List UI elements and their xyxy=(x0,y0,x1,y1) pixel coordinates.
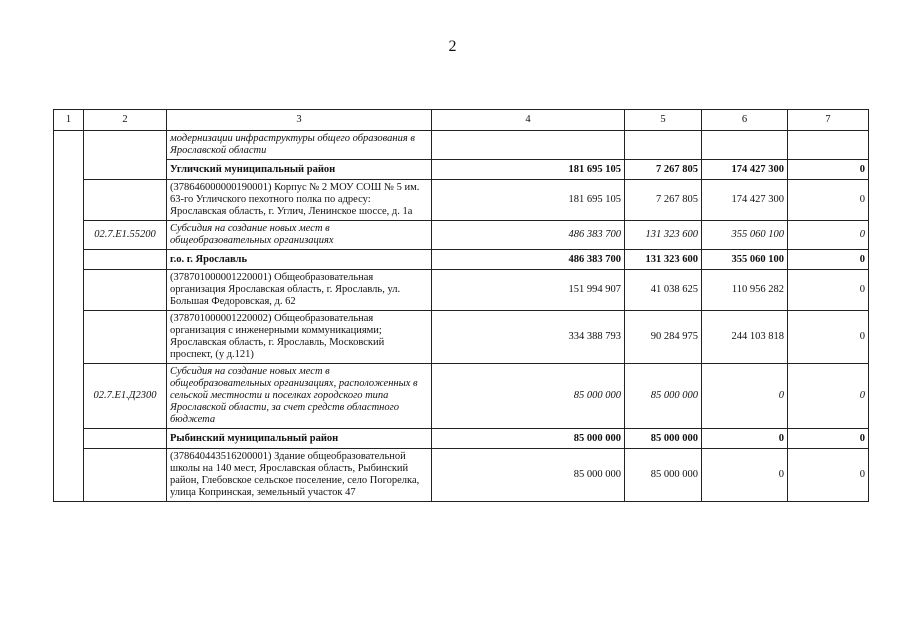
value-cell-6: 244 103 818 xyxy=(702,311,788,364)
value-cell-7: 0 xyxy=(788,250,869,270)
code-cell xyxy=(84,270,167,311)
code-cell xyxy=(84,160,167,180)
value-cell-7: 0 xyxy=(788,180,869,221)
table-row xyxy=(54,131,869,160)
name-cell: (378701000001220002) Общеобразовательная организация с инженерными коммуникациями; Ярославская область, г. Ярославль, Московский проспект, (у д.121) xyxy=(167,311,432,364)
value-cell-5: 41 038 625 xyxy=(625,270,702,311)
value-cell-4: 334 388 793 xyxy=(432,311,625,364)
value-cell-5: 131 323 600 xyxy=(625,221,702,250)
value-cell-4: 486 383 700 xyxy=(432,250,625,270)
value-cell-5: 90 284 975 xyxy=(625,311,702,364)
value-cell-7: 0 xyxy=(788,364,869,429)
value-cell-5: 131 323 600 xyxy=(625,250,702,270)
value-cell-5: 85 000 000 xyxy=(625,364,702,429)
value-cell-7: 0 xyxy=(788,311,869,364)
value-cell-5 xyxy=(625,131,702,160)
value-cell-7: 0 xyxy=(788,160,869,180)
value-cell-7: 0 xyxy=(788,221,869,250)
name-cell: г.о. г. Ярославль xyxy=(167,250,432,270)
col-header-4: 4 xyxy=(432,110,625,131)
table-row xyxy=(54,449,869,502)
value-cell-4: 85 000 000 xyxy=(432,449,625,502)
name-cell: модернизации инфраструктуры общего образования в Ярославской области xyxy=(167,131,432,160)
table-row xyxy=(54,221,869,250)
value-cell-6: 174 427 300 xyxy=(702,180,788,221)
col-header-6: 6 xyxy=(702,110,788,131)
col-header-7: 7 xyxy=(788,110,869,131)
code-cell xyxy=(84,250,167,270)
value-cell-6: 110 956 282 xyxy=(702,270,788,311)
table-row xyxy=(54,160,869,180)
value-cell-4: 181 695 105 xyxy=(432,180,625,221)
value-cell-4: 85 000 000 xyxy=(432,429,625,449)
value-cell-7: 0 xyxy=(788,270,869,311)
code-cell: 02.7.Е1.Д2300 xyxy=(84,364,167,429)
name-cell: Субсидия на создание новых мест в общеобразовательных организациях, расположенных в сельской местности и поселках городского типа Ярославской области, за счет средств областного бюджета xyxy=(167,364,432,429)
value-cell-4: 486 383 700 xyxy=(432,221,625,250)
value-cell-7 xyxy=(788,131,869,160)
value-cell-6: 0 xyxy=(702,364,788,429)
value-cell-6: 0 xyxy=(702,429,788,449)
table-row xyxy=(54,270,869,311)
code-cell xyxy=(84,311,167,364)
name-cell: Субсидия на создание новых мест в общеобразовательных организациях xyxy=(167,221,432,250)
value-cell-6: 0 xyxy=(702,449,788,502)
value-cell-5: 7 267 805 xyxy=(625,180,702,221)
value-cell-6: 174 427 300 xyxy=(702,160,788,180)
value-cell-4: 151 994 907 xyxy=(432,270,625,311)
name-cell: Рыбинский муниципальный район xyxy=(167,429,432,449)
value-cell-5: 7 267 805 xyxy=(625,160,702,180)
col-header-2: 2 xyxy=(84,110,167,131)
value-cell-5: 85 000 000 xyxy=(625,429,702,449)
name-cell: Угличский муниципальный район xyxy=(167,160,432,180)
code-cell xyxy=(84,449,167,502)
value-cell-6 xyxy=(702,131,788,160)
table-row xyxy=(54,250,869,270)
name-cell: (378701000001220001) Общеобразовательная организация Ярославская область, г. Ярославль, ул. Большая Федоровская, д. 62 xyxy=(167,270,432,311)
name-cell: (378640443516200001) Здание общеобразовательной школы на 140 мест, Ярославская область, Рыбинский район, Глебовское сельское поселение, село Погорелка, улица Копринская, земельный участок 47 xyxy=(167,449,432,502)
col1-merged-cell xyxy=(54,131,84,502)
value-cell-7: 0 xyxy=(788,449,869,502)
code-cell xyxy=(84,180,167,221)
value-cell-4: 85 000 000 xyxy=(432,364,625,429)
code-cell xyxy=(84,131,167,160)
page-number: 2 xyxy=(448,38,457,55)
table-row xyxy=(54,429,869,449)
budget-table xyxy=(53,109,869,502)
col-header-3: 3 xyxy=(167,110,432,131)
header-row xyxy=(54,110,869,131)
name-cell: (378646000000190001) Корпус № 2 МОУ СОШ № 5 им. 63-го Угличского пехотного полка по адресу: Ярославская область, г. Углич, Ленинское шоссе, д. 1а xyxy=(167,180,432,221)
code-cell xyxy=(84,429,167,449)
code-cell: 02.7.Е1.55200 xyxy=(84,221,167,250)
col-header-5: 5 xyxy=(625,110,702,131)
value-cell-6: 355 060 100 xyxy=(702,250,788,270)
value-cell-5: 85 000 000 xyxy=(625,449,702,502)
value-cell-6: 355 060 100 xyxy=(702,221,788,250)
value-cell-4 xyxy=(432,131,625,160)
table-row xyxy=(54,364,869,429)
table-row xyxy=(54,180,869,221)
value-cell-7: 0 xyxy=(788,429,869,449)
table-row xyxy=(54,311,869,364)
col-header-1: 1 xyxy=(54,110,84,131)
value-cell-4: 181 695 105 xyxy=(432,160,625,180)
